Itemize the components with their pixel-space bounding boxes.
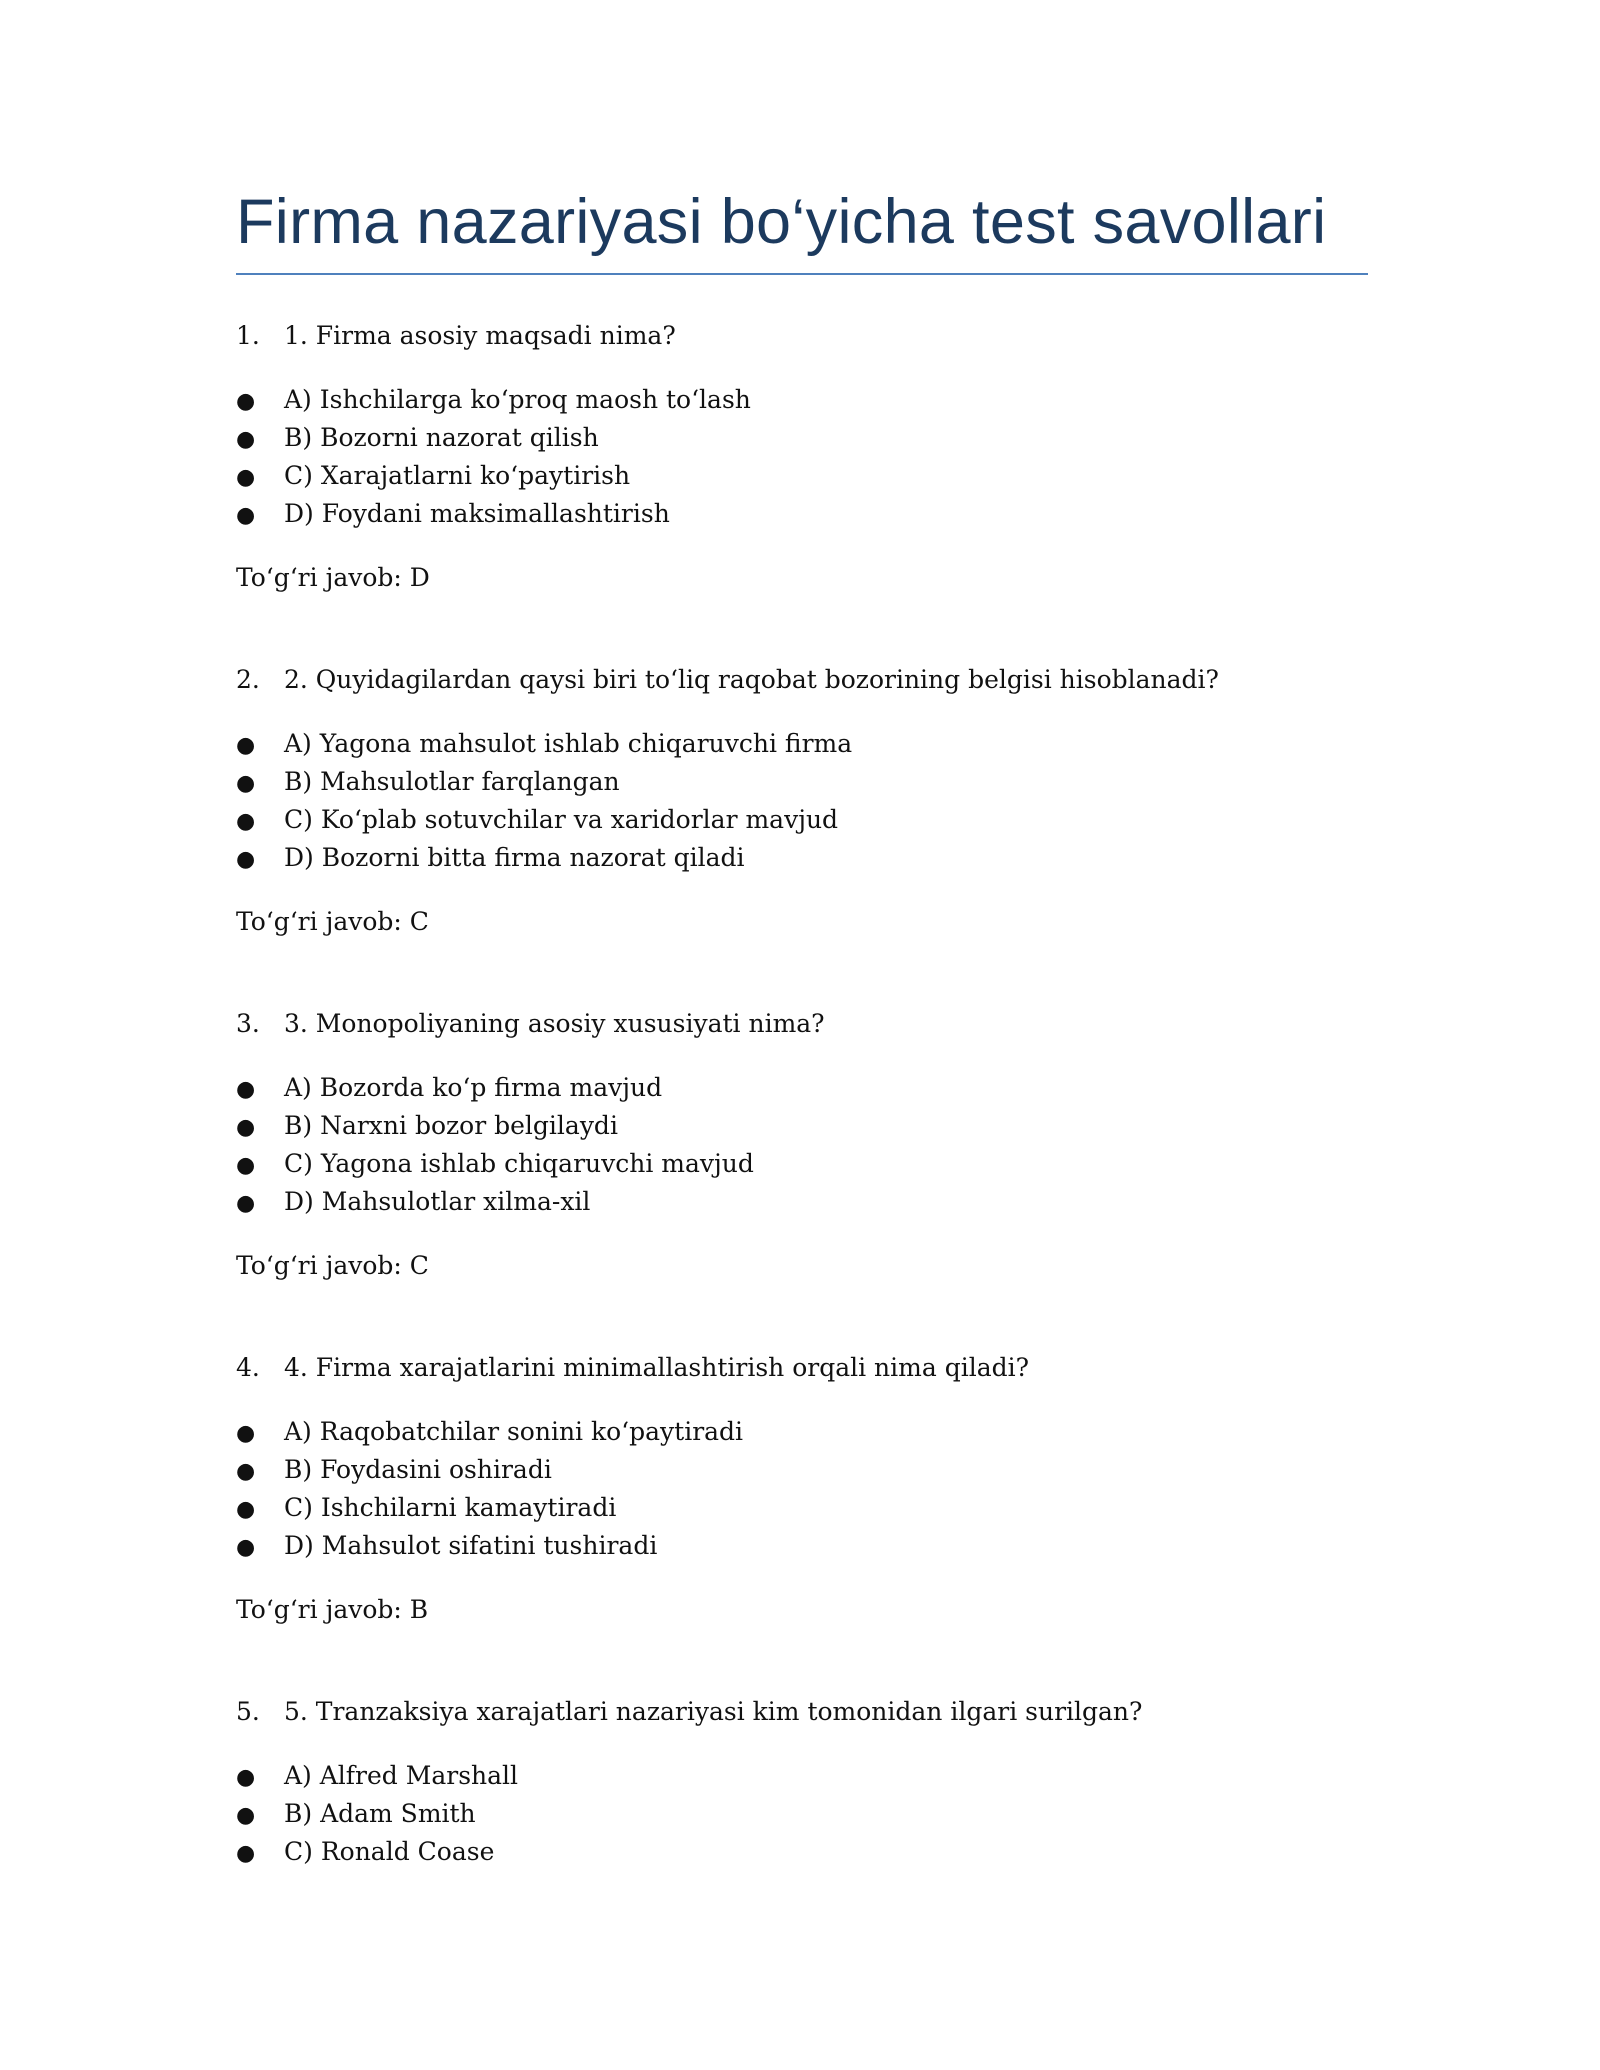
- bullet-icon: ●: [236, 426, 256, 452]
- option-text: C) Yagona ishlab chiqaruvchi mavjud: [284, 1148, 754, 1178]
- option-item: [236, 457, 1368, 495]
- document-page: [236, 185, 1368, 1871]
- answer-spacer: [402, 563, 410, 592]
- bullet-icon: ●: [236, 1114, 256, 1140]
- option-item: [236, 1527, 1368, 1565]
- bullet-icon: ●: [236, 1190, 256, 1216]
- bullet-icon: ●: [236, 1534, 256, 1560]
- title-underline: [236, 273, 1368, 275]
- option-item: [236, 801, 1368, 839]
- option-item: [236, 495, 1368, 533]
- question-list-number: 4.: [236, 1352, 260, 1382]
- bullet-icon: ●: [236, 1458, 256, 1484]
- option-item: [236, 1489, 1368, 1527]
- option-item: [236, 1107, 1368, 1145]
- bullet-icon: ●: [236, 770, 256, 796]
- question-text: 5. Tranzaksiya xarajatlari nazariyasi kim tomonidan ilgari surilgan?: [284, 1696, 1143, 1726]
- correct-answer-label: To‘g‘ri javob:: [236, 562, 402, 592]
- option-text: C) Ishchilarni kamaytiradi: [284, 1492, 617, 1522]
- bullet-icon: ●: [236, 1496, 256, 1522]
- option-item: [236, 763, 1368, 801]
- bullet-icon: ●: [236, 502, 256, 528]
- question-text: 2. Quyidagilardan qaysi biri to‘liq raqobat bozorining belgisi hisoblanadi?: [284, 664, 1219, 694]
- question-text: 1. Firma asosiy maqsadi nima?: [284, 320, 676, 350]
- option-item: [236, 1183, 1368, 1221]
- bullet-icon: ●: [236, 1076, 256, 1102]
- option-item: [236, 419, 1368, 457]
- question-block: [236, 317, 1368, 597]
- option-list: [236, 381, 1368, 533]
- option-item: [236, 1145, 1368, 1183]
- correct-answer: [236, 1247, 1368, 1285]
- correct-answer-label: To‘g‘ri javob:: [236, 1594, 402, 1624]
- option-text: A) Yagona mahsulot ishlab chiqaruvchi firma: [284, 728, 853, 758]
- correct-answer-value: C: [409, 906, 429, 936]
- question-heading: [236, 1005, 1368, 1043]
- option-text: B) Mahsulotlar farqlangan: [284, 766, 620, 796]
- option-text: D) Bozorni bitta firma nazorat qiladi: [284, 842, 745, 872]
- option-item: [236, 1451, 1368, 1489]
- option-text: C) Ko‘plab sotuvchilar va xaridorlar mavjud: [284, 804, 839, 834]
- option-item: [236, 1833, 1368, 1871]
- bullet-icon: ●: [236, 808, 256, 834]
- question-list: [236, 317, 1368, 1871]
- question-heading: [236, 1693, 1368, 1731]
- option-text: D) Mahsulot sifatini tushiradi: [284, 1530, 658, 1560]
- option-item: [236, 1757, 1368, 1795]
- bullet-icon: ●: [236, 1840, 256, 1866]
- option-text: B) Adam Smith: [284, 1798, 476, 1828]
- option-list: [236, 725, 1368, 877]
- bullet-icon: ●: [236, 846, 256, 872]
- question-block: [236, 1349, 1368, 1629]
- option-text: A) Alfred Marshall: [284, 1760, 519, 1790]
- correct-answer: [236, 903, 1368, 941]
- option-list: [236, 1413, 1368, 1565]
- option-text: A) Raqobatchilar sonini ko‘paytiradi: [284, 1416, 744, 1446]
- correct-answer: [236, 559, 1368, 597]
- option-list: [236, 1757, 1368, 1871]
- option-text: D) Mahsulotlar xilma-xil: [284, 1186, 591, 1216]
- correct-answer-label: To‘g‘ri javob:: [236, 906, 402, 936]
- option-text: C) Xarajatlarni ko‘paytirish: [284, 460, 631, 490]
- correct-answer-label: To‘g‘ri javob:: [236, 1250, 402, 1280]
- option-text: B) Foydasini oshiradi: [284, 1454, 552, 1484]
- correct-answer-value: B: [409, 1594, 429, 1624]
- bullet-icon: ●: [236, 1420, 256, 1446]
- option-text: C) Ronald Coase: [284, 1836, 495, 1866]
- correct-answer: [236, 1591, 1368, 1629]
- question-block: [236, 661, 1368, 941]
- option-item: [236, 839, 1368, 877]
- option-text: B) Bozorni nazorat qilish: [284, 422, 599, 452]
- bullet-icon: ●: [236, 464, 256, 490]
- question-block: [236, 1693, 1368, 1871]
- question-heading: [236, 661, 1368, 699]
- bullet-icon: ●: [236, 1802, 256, 1828]
- answer-spacer: [402, 1595, 410, 1624]
- question-heading: [236, 1349, 1368, 1387]
- question-text: 4. Firma xarajatlarini minimallashtirish orqali nima qiladi?: [284, 1352, 1030, 1382]
- question-text: 3. Monopoliyaning asosiy xususiyati nima?: [284, 1008, 825, 1038]
- option-text: D) Foydani maksimallashtirish: [284, 498, 670, 528]
- option-text: A) Ishchilarga ko‘proq maosh to‘lash: [284, 384, 751, 414]
- answer-spacer: [402, 1251, 410, 1280]
- bullet-icon: ●: [236, 1764, 256, 1790]
- correct-answer-value: C: [409, 1250, 429, 1280]
- option-text: A) Bozorda ko‘p firma mavjud: [284, 1072, 663, 1102]
- question-block: [236, 1005, 1368, 1285]
- document-title: Firma nazariyasi bo‘yicha test savollari: [236, 187, 1327, 257]
- correct-answer-value: D: [409, 562, 430, 592]
- question-heading: [236, 317, 1368, 355]
- question-list-number: 2.: [236, 664, 260, 694]
- question-list-number: 5.: [236, 1696, 260, 1726]
- option-item: [236, 1795, 1368, 1833]
- question-list-number: 1.: [236, 320, 260, 350]
- option-list: [236, 1069, 1368, 1221]
- bullet-icon: ●: [236, 1152, 256, 1178]
- option-item: [236, 1413, 1368, 1451]
- option-item: [236, 1069, 1368, 1107]
- option-item: [236, 725, 1368, 763]
- answer-spacer: [402, 907, 410, 936]
- option-item: [236, 381, 1368, 419]
- option-text: B) Narxni bozor belgilaydi: [284, 1110, 618, 1140]
- bullet-icon: ●: [236, 732, 256, 758]
- question-list-number: 3.: [236, 1008, 260, 1038]
- bullet-icon: ●: [236, 388, 256, 414]
